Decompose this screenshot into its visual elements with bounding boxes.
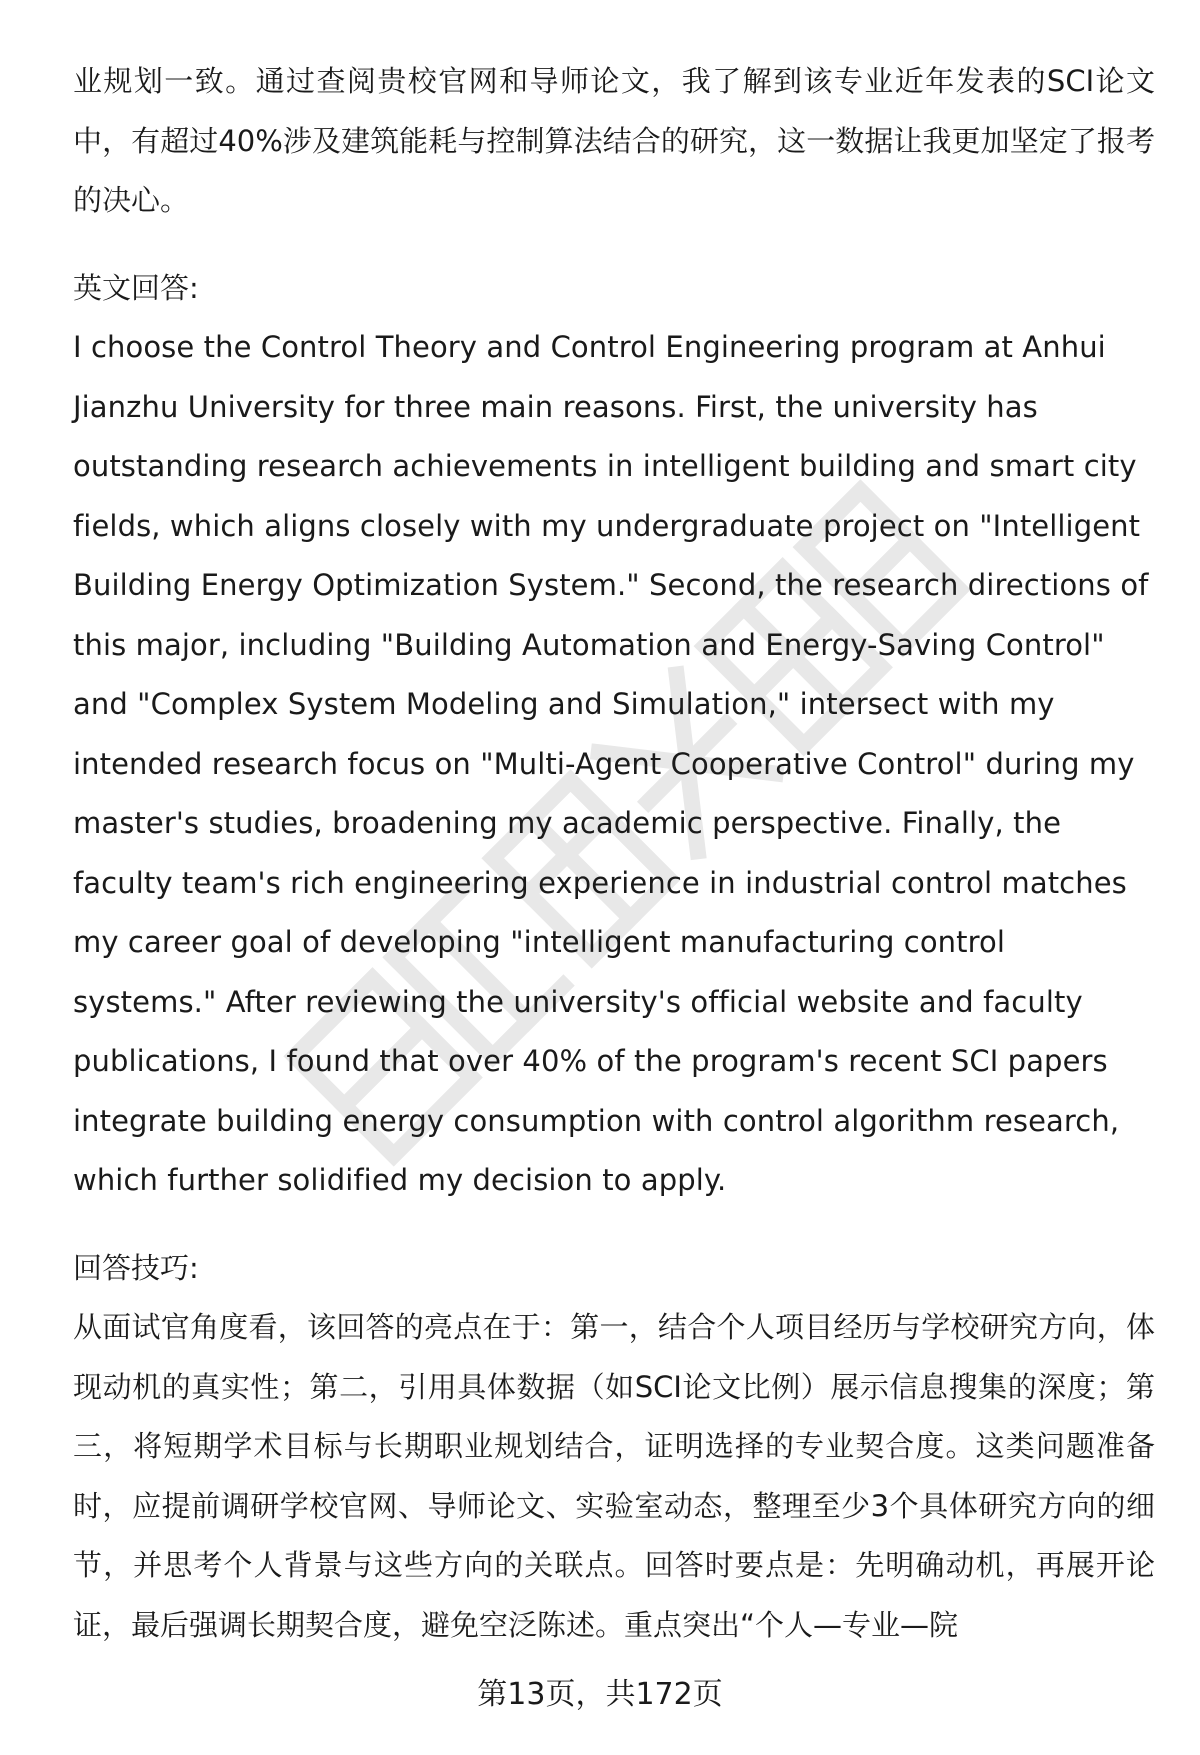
answer-tips-paragraph: 从面试官角度看，该回答的亮点在于：第一，结合个人项目经历与学校研究方向，体现动机的真实性；第二，引用具体数据（如SCI论文比例）展示信息搜集的深度；第三，将短期学术目标与长期职业规划结合，证明选择的专业契合度。这类问题准备时，应提前调研学校官网、导师论文、实验室动态，整理至少3个具体研究方向的细节，并思考个人背景与这些方向的关联点。回答时要点是：先明确动机，再展开论证，最后强调长期契合度，避免空泛陈述。重点突出“个人—专业—院 [73,1310,1155,1642]
page-number-footer: 第13页，共172页 [477,1677,723,1712]
document-body [73,52,1155,1655]
continuation-paragraph: 业规划一致。通过查阅贵校官网和导师论文，我了解到该专业近年发表的SCI论文中，有超过40%涉及建筑能耗与控制算法结合的研究，这一数据让我更加坚定了报考的决心。 [73,64,1155,217]
english-answer-heading: 英文回答: [73,270,199,305]
answer-tips-heading: 回答技巧: [73,1250,199,1285]
english-answer-paragraph: I choose the Control Theory and Control Engineering program at Anhui Jianzhu University for three main reasons. First, the university has outstanding research achievements in intelligent building and smart city fields, which aligns closely with my undergraduate project on "Intelligent Building Energy Optimization System." Second, the research directions of this major, including "Building Automation and Energy-Saving Control" and "Complex System Modeling and Simulation," intersect with my intended research focus on "Multi-Agent Cooperative Control" during my master's studies, broadening my academic perspective. Finally, the faculty team's rich engineering experience in industrial control matches my career goal of developing "intelligent manufacturing control systems." After reviewing the university's official website and faculty publications, I found that over 40% of the program's recent SCI papers integrate building energy consumption with control algorithm research, which further solidified my decision to apply. [73,330,1149,1197]
